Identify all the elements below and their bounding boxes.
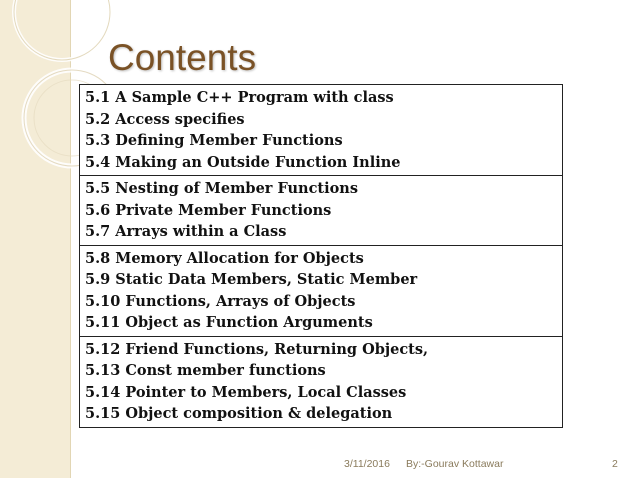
contents-item: 5.7 Arrays within a Class: [85, 223, 287, 240]
contents-item: 5.1 A Sample C++ Program with class: [85, 89, 394, 106]
contents-item: 5.4 Making an Outside Function Inline: [85, 153, 401, 171]
contents-cell: [80, 85, 563, 176]
contents-item: 5.15 Object composition & delegation: [85, 405, 393, 422]
contents-item: 5.9 Static Data Members, Static Member: [85, 271, 418, 288]
contents-table: [79, 84, 563, 428]
contents-section-4: [80, 336, 563, 427]
contents-item: 5.8 Memory Allocation for Objects: [85, 249, 364, 267]
page-number: 2: [612, 458, 618, 470]
contents-item: 5.12 Friend Functions, Returning Objects,: [85, 340, 429, 358]
contents-cell: [80, 176, 563, 246]
contents-cell: [80, 245, 563, 336]
contents-item: 5.10 Functions, Arrays of Objects: [85, 292, 356, 310]
contents-section-3: [80, 245, 563, 336]
footer-date: 3/11/2016: [344, 458, 390, 470]
contents-item: 5.6 Private Member Functions: [85, 201, 332, 219]
contents-item: 5.11 Object as Function Arguments: [85, 314, 373, 331]
slide-title: Contents: [108, 37, 257, 78]
contents-section-1: [80, 85, 563, 176]
footer-author: By:-Gourav Kottawar: [406, 458, 504, 470]
contents-cell: [80, 336, 563, 427]
contents-item: 5.3 Defining Member Functions: [85, 132, 343, 149]
contents-item: 5.5 Nesting of Member Functions: [85, 180, 359, 197]
contents-item: 5.13 Const member functions: [85, 362, 326, 379]
contents-section-2: [80, 176, 563, 246]
contents-item: 5.14 Pointer to Members, Local Classes: [85, 383, 407, 401]
contents-item: 5.2 Access specifies: [85, 110, 245, 128]
